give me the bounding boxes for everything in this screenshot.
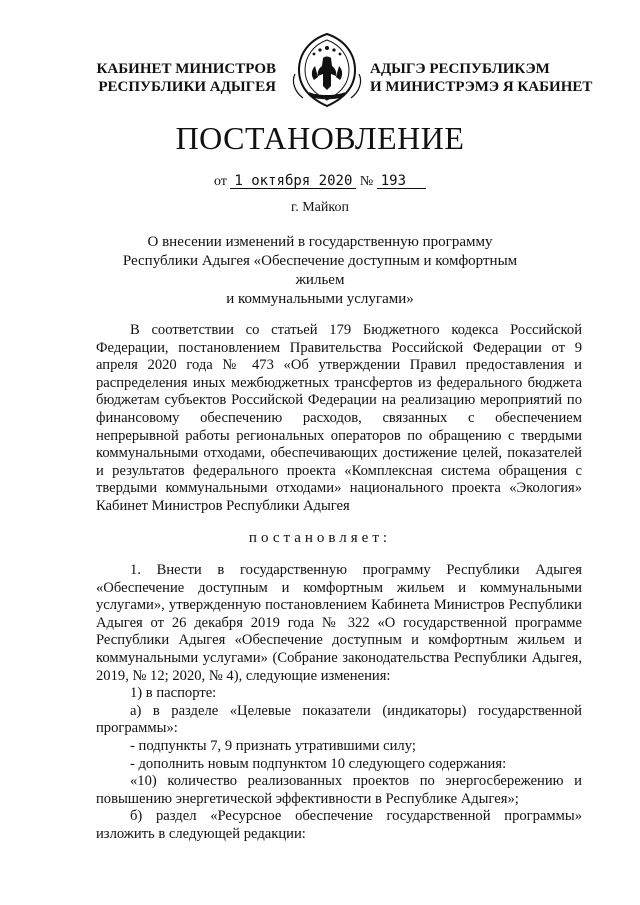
date-from-label: от — [213, 174, 227, 189]
header-left-line2: РЕСПУБЛИКИ АДЫГЕЯ — [98, 79, 276, 95]
coat-of-arms-icon — [287, 30, 367, 110]
item-subpoints-void: - подпункты 7, 9 признать утратившими силу; — [130, 737, 416, 754]
item-1-paragraph: 1. Внести в государственную программу Республики Адыгея «Обеспечение доступным и комфортным жильем и коммунальными услугами», утвержденную постановлением Кабинета Министров Республики Адыгея от 26 декабря 2019 года № 322 «О государственной программе Республики Адыгея «Обеспечение доступным и комфортным жильем и коммунальными услугами» (Собрание законодательства Республики Адыгея, 2019, № 12; 2020, № 4), следующие изменения: — [96, 562, 582, 684]
number-label: № — [359, 174, 374, 189]
document-title: ПОСТАНОВЛЕНИЕ — [175, 120, 465, 156]
preamble-block — [96, 322, 582, 516]
date-number-line — [0, 174, 640, 190]
item-resource-section: б) раздел «Ресурсное обеспечение государственной программы» изложить в следующей редакции: — [96, 808, 582, 842]
document-subject — [100, 233, 540, 309]
header-right — [370, 60, 593, 96]
subject-line2: Республики Адыгея «Обеспечение доступным и комфортным жильем — [122, 253, 518, 288]
subject-line1: О внесении изменений в государственную программу — [147, 234, 493, 250]
items-block — [96, 562, 582, 844]
item-subpoint-10: «10) количество реализованных проектов по энергосбережению и повышению энергетической эффективности в Республике Адыгея»; — [96, 773, 582, 807]
document-number: 193 — [377, 174, 426, 189]
header-right-line2: И МИНИСТРЭМЭ Я КАБИНЕТ — [370, 79, 593, 95]
item-passport: 1) в паспорте: — [130, 685, 217, 702]
document-date: 1 октября 2020 — [230, 174, 356, 189]
item-target-indicators: а) в разделе «Целевые показатели (индикаторы) государственной программы»: — [96, 702, 582, 737]
city: г. Майкоп — [291, 200, 349, 215]
subject-line3: и коммунальными услугами» — [226, 291, 414, 307]
header-left-line1: КАБИНЕТ МИНИСТРОВ — [96, 61, 276, 77]
header-right-line1: АДЫГЭ РЕСПУБЛИКЭМ — [370, 61, 550, 77]
resolves-heading: постановляет: — [248, 530, 392, 546]
header-left — [80, 60, 276, 96]
preamble-paragraph: В соответствии со статьей 179 Бюджетного кодекса Российской Федерации, постановлением Правительства Российской Федерации от 9 апреля 2020 года № 473 «Об утверждении Правил предоставления и распределения иных межбюджетных трансфертов из федерального бюджета бюджетам субъектов Российской Федерации на реализацию мероприятий по финансовому обеспечению расходов, связанных с обеспечением непрерывной работы региональных операторов по обращению с твердыми коммунальными отходами, обеспечивающих достижение целей, показателей и результатов федерального проекта «Комплексная система обращения с твердыми коммунальными отходами» национального проекта «Экология» Кабинет Министров Республики Адыгея — [96, 322, 582, 514]
item-add-subpoint: - дополнить новым подпунктом 10 следующего содержания: — [130, 755, 507, 772]
